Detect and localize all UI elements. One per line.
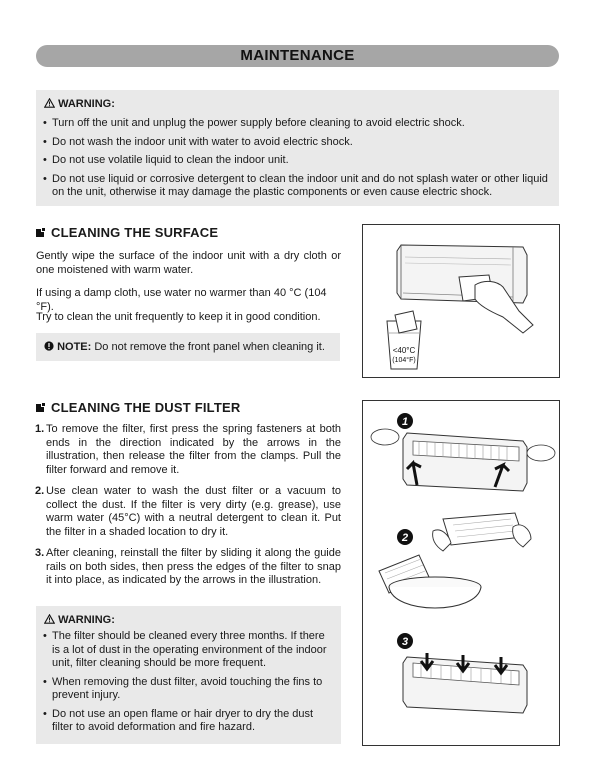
note-text: Do not remove the front panel when cleaning it. — [94, 341, 325, 353]
warning-heading: WARNING: — [44, 614, 115, 626]
callout-3: 3 — [401, 636, 409, 648]
filter-step: 1. To remove the filter, first press the spring fasteners at both ends in the direction indicated by the arrows in the illustration, then release the filter from the clamps. Pull the filter forward and remove it. — [35, 423, 341, 476]
warning-item: • When removing the dust filter, avoid touching the fins to prevent injury. — [43, 676, 333, 703]
warning-item: • Do not wash the indoor unit with water to avoid electric shock. — [43, 136, 553, 150]
page-title: MAINTENANCE — [240, 47, 355, 64]
warning-heading: WARNING: — [44, 98, 115, 110]
page-title-banner — [36, 45, 559, 67]
warning-box — [36, 90, 559, 206]
surface-paragraph-3: Try to clean the unit frequently to keep it in good condition. — [36, 311, 321, 323]
warning-item: • Do not use liquid or corrosive detergent to clean the indoor unit and do not splash water or other liquid on the unit, otherwise it may damage the plastic components or even cause electric shock. — [43, 173, 553, 200]
surface-cleaning-illustration — [362, 224, 560, 378]
warning-item: • Do not use an open flame or hair dryer to dry the dust filter to avoid deformation and fire hazard. — [43, 708, 333, 735]
section-marker-icon — [36, 400, 45, 409]
temp-label: <40°C — [392, 346, 416, 355]
warning-triangle-icon — [44, 614, 58, 626]
filter-cleaning-illustration — [362, 400, 560, 746]
warning-triangle-icon — [44, 98, 58, 110]
filter-steps — [36, 423, 341, 596]
note-box — [36, 333, 340, 361]
callout-2: 2 — [401, 532, 409, 544]
temp-label-f: (104°F) — [392, 357, 416, 364]
note-icon — [44, 341, 57, 353]
section-heading-filter: CLEANING THE DUST FILTER — [36, 400, 240, 415]
surface-paragraph-2: If using a damp cloth, use water no warmer than 40 °C (104 °F). — [36, 287, 327, 313]
filter-step: 3. After cleaning, reinstall the filter by sliding it along the guide rails on both sides, then press the edges of the filter to snap it into place, as indicated by the arrows in the illustration. — [35, 547, 341, 586]
note-label: NOTE: — [57, 341, 92, 353]
warning-item: • Turn off the unit and unplug the power supply before cleaning to avoid electric shock. — [43, 117, 553, 131]
filter-step: 2. Use clean water to wash the dust filter or a vacuum to collect the dust. If the filter is very dirty (e.g. grease), use warm water (45°C) with a neutral detergent to clean it. Put the filter in a shaded location to dry it. — [35, 485, 341, 538]
surface-paragraph-1: Gently wipe the surface of the indoor unit with a dry cloth or one moistened with warm water. — [36, 250, 341, 276]
callout-1: 1 — [401, 416, 409, 428]
warning-item: • The filter should be cleaned every three months. If there is a lot of dust in the operating environment of the indoor unit, filter cleaning should be more frequent. — [43, 630, 333, 671]
filter-warning-list — [43, 630, 333, 740]
warning-list — [43, 117, 553, 205]
filter-warning-box — [36, 606, 341, 744]
warning-item: • Do not use volatile liquid to clean the indoor unit. — [43, 154, 553, 168]
section-heading-surface: CLEANING THE SURFACE — [36, 225, 218, 240]
section-marker-icon — [36, 225, 45, 234]
